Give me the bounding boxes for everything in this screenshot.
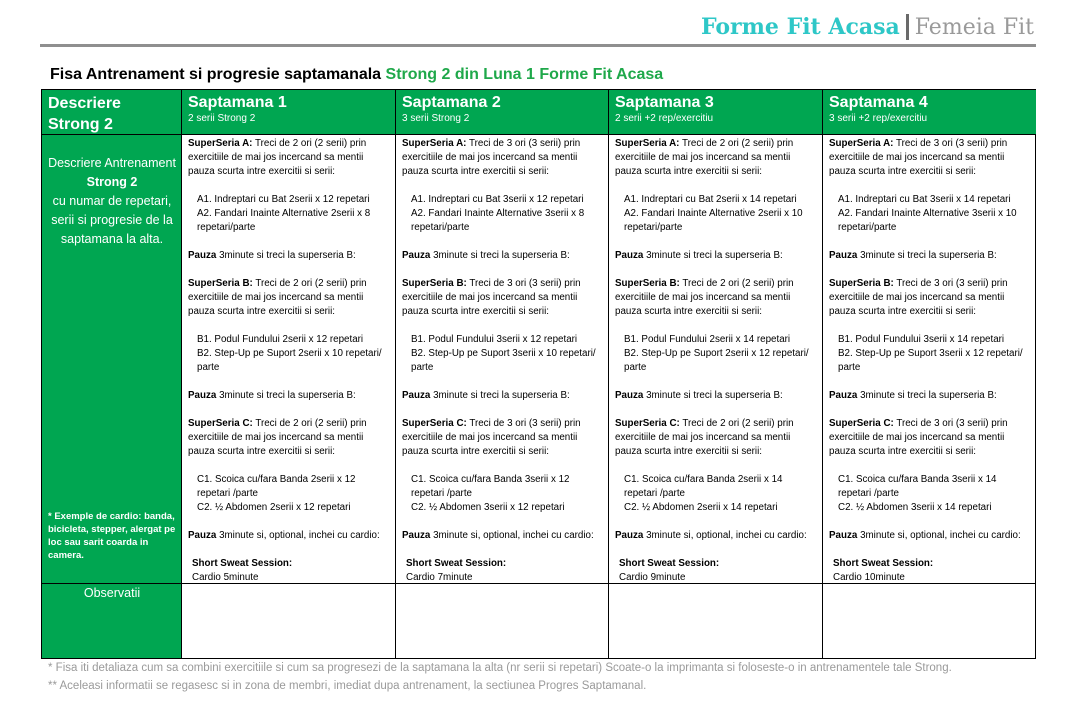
exercise-group-b [188, 333, 391, 375]
exercise-b1: B1. Podul Fundului 2serii x 12 repetari [197, 334, 364, 345]
title-highlight: Strong 2 din Luna 1 Forme Fit Acasa [385, 66, 664, 83]
pause-label: Pauza [402, 530, 431, 541]
sweat-session [402, 557, 604, 583]
pause-b [188, 389, 391, 403]
week-header [182, 90, 395, 135]
exercise-c1: C1. Scoica cu/fara Banda 2serii x 12 repetari /parte [197, 474, 356, 499]
sweat-session [188, 557, 391, 583]
footnote-2: ** Aceleasi informatii se regasesc si in zona de membri, imediat dupa antrenament, la sectiunea Progres Saptamanal. [48, 680, 647, 692]
exercise-a2: A2. Fandari Inainte Alternative 2serii x 8 repetari/parte [197, 208, 371, 233]
exercise-a1: A1. Indreptari cu Bat 3serii x 14 repetari [838, 194, 1011, 205]
exercise-a1: A1. Indreptari cu Bat 3serii x 12 repetari [411, 194, 584, 205]
pause-text: 3minute si treci la superseria B: [646, 390, 783, 401]
superseria-c-text: Treci de 2 ori (2 serii) prin exercitiile de mai jos incercand sa mentii pauza scurta intre exercitii si serii: [188, 418, 367, 457]
cardio-duration: Cardio 7minute [406, 572, 473, 583]
exercise-group-c [188, 473, 391, 515]
superseria-c-label: SuperSeria C: [829, 418, 894, 429]
workout-sheet [41, 89, 1036, 659]
exercise-c2: C2. ½ Abdomen 3serii x 14 repetari [838, 502, 992, 513]
week-header [609, 90, 822, 135]
superseria-b-text: Treci de 3 ori (3 serii) prin exercitiile de mai jos incercand sa mentii pauza scurta intre exercitii si serii: [402, 278, 581, 317]
cardio-duration: Cardio 10minute [833, 572, 905, 583]
sweat-session [829, 557, 1032, 583]
exercise-b1: B1. Podul Fundului 3serii x 14 repetari [838, 334, 1005, 345]
exercise-c2: C2. ½ Abdomen 3serii x 12 repetari [411, 502, 565, 513]
superseria-a-label: SuperSeria A: [829, 138, 894, 149]
observations-divider [609, 583, 822, 584]
sidebar-description [42, 154, 182, 249]
week-column-3 [609, 90, 823, 658]
superseria-b-label: SuperSeria B: [829, 278, 894, 289]
observations-label: Observatii [83, 586, 141, 600]
week-title: Saptamana 1 [188, 94, 287, 111]
exercise-b2: B2. Step-Up pe Suport 2serii x 12 repetari/ parte [624, 348, 809, 373]
superseria-c-label: SuperSeria C: [188, 418, 253, 429]
sidebar [42, 90, 182, 658]
title-main: Fisa Antrenament si progresie saptamanala [50, 66, 382, 83]
description-text: Descriere Antrenament [48, 156, 176, 170]
superseria-a-text: Treci de 3 ori (3 serii) prin exercitiile de mai jos incercand sa mentii pauza scurta intre exercitii si serii: [829, 138, 1008, 177]
superseria-a-label: SuperSeria A: [615, 138, 680, 149]
pause-a [188, 249, 391, 263]
superseria-c [188, 417, 391, 459]
pause-b [829, 389, 1032, 403]
week-subtitle: 3 serii Strong 2 [402, 113, 470, 124]
exercise-b1: B1. Podul Fundului 3serii x 12 repetari [411, 334, 578, 345]
pause-label: Pauza [829, 390, 858, 401]
pause-final [402, 529, 604, 543]
week-subtitle: 2 serii +2 rep/exercitiu [615, 113, 714, 124]
pause-final [188, 529, 391, 543]
pause-label: Pauza [829, 530, 858, 541]
superseria-a [829, 137, 1032, 179]
description-bold: Strong 2 [86, 175, 138, 189]
week-body [182, 135, 395, 583]
superseria-b [188, 277, 391, 319]
description-rest: cu numar de repetari, serii si progresie de la saptamana la alta. [51, 194, 173, 246]
superseria-a-text: Treci de 2 ori (2 serii) prin exercitiile de mai jos incercand sa mentii pauza scurta intre exercitii si serii: [615, 138, 794, 177]
week-subtitle: 3 serii +2 rep/exercitiu [829, 113, 928, 124]
week-column-4 [823, 90, 1036, 658]
superseria-c [615, 417, 818, 459]
pause-label: Pauza [615, 250, 644, 261]
sidebar-heading: Descriere Strong 2 [42, 90, 181, 135]
pause-text: 3minute si treci la superseria B: [860, 250, 997, 261]
exercise-a2: A2. Fandari Inainte Alternative 3serii x 10 repetari/parte [838, 208, 1017, 233]
exercise-group-b [402, 333, 604, 375]
week-title: Saptamana 4 [829, 94, 928, 111]
exercise-a1: A1. Indreptari cu Bat 2serii x 12 repetari [197, 194, 370, 205]
week-body [396, 135, 608, 583]
brand-primary: Forme Fit Acasa [701, 14, 909, 40]
exercise-group-a [188, 193, 391, 235]
pause-final-text: 3minute si, optional, inchei cu cardio: [860, 530, 1021, 541]
week-column-1 [182, 90, 396, 658]
exercise-group-a [402, 193, 604, 235]
superseria-b-label: SuperSeria B: [402, 278, 467, 289]
superseria-a [615, 137, 818, 179]
pause-label: Pauza [188, 390, 217, 401]
pause-text: 3minute si treci la superseria B: [433, 390, 570, 401]
superseria-b-label: SuperSeria B: [188, 278, 253, 289]
superseria-c-text: Treci de 3 ori (3 serii) prin exercitiile de mai jos incercand sa mentii pauza scurta intre exercitii si serii: [829, 418, 1008, 457]
week-title: Saptamana 2 [402, 94, 501, 111]
superseria-c [402, 417, 604, 459]
superseria-b [402, 277, 604, 319]
week-column-2 [396, 90, 609, 658]
superseria-c-text: Treci de 2 ori (2 serii) prin exercitiile de mai jos incercand sa mentii pauza scurta intre exercitii si serii: [615, 418, 794, 457]
superseria-a-text: Treci de 2 ori (2 serii) prin exercitiile de mai jos incercand sa mentii pauza scurta intre exercitii si serii: [188, 138, 367, 177]
sweat-label: Short Sweat Session: [833, 558, 934, 569]
pause-b [402, 389, 604, 403]
page-title [50, 66, 663, 84]
exercise-group-c [402, 473, 604, 515]
sweat-label: Short Sweat Session: [192, 558, 293, 569]
pause-final-text: 3minute si, optional, inchei cu cardio: [646, 530, 807, 541]
superseria-b [615, 277, 818, 319]
exercise-a2: A2. Fandari Inainte Alternative 3serii x 8 repetari/parte [411, 208, 585, 233]
exercise-b2: B2. Step-Up pe Suport 3serii x 12 repetari/ parte [838, 348, 1023, 373]
superseria-a-text: Treci de 3 ori (3 serii) prin exercitiile de mai jos incercand sa mentii pauza scurta intre exercitii si serii: [402, 138, 581, 177]
pause-text: 3minute si treci la superseria B: [860, 390, 997, 401]
observations-divider [42, 583, 182, 584]
pause-label: Pauza [615, 390, 644, 401]
superseria-a [402, 137, 604, 179]
cardio-duration: Cardio 5minute [192, 572, 259, 583]
pause-text: 3minute si treci la superseria B: [219, 390, 356, 401]
week-header [396, 90, 608, 135]
exercise-c1: C1. Scoica cu/fara Banda 3serii x 14 repetari /parte [838, 474, 997, 499]
week-header [823, 90, 1036, 135]
pause-b [615, 389, 818, 403]
pause-a [615, 249, 818, 263]
superseria-a-label: SuperSeria A: [188, 138, 253, 149]
pause-final [829, 529, 1032, 543]
pause-a [829, 249, 1032, 263]
pause-text: 3minute si treci la superseria B: [646, 250, 783, 261]
header-divider [40, 44, 1036, 47]
exercise-b2: B2. Step-Up pe Suport 3serii x 10 repetari/ parte [411, 348, 596, 373]
week-body [609, 135, 822, 583]
pause-label: Pauza [188, 250, 217, 261]
sweat-session [615, 557, 818, 583]
pause-label: Pauza [615, 530, 644, 541]
pause-label: Pauza [829, 250, 858, 261]
week-title: Saptamana 3 [615, 94, 714, 111]
superseria-b [829, 277, 1032, 319]
superseria-b-text: Treci de 2 ori (2 serii) prin exercitiile de mai jos incercand sa mentii pauza scurta intre exercitii si serii: [615, 278, 794, 317]
superseria-b-label: SuperSeria B: [615, 278, 680, 289]
cardio-duration: Cardio 9minute [619, 572, 686, 583]
superseria-c-label: SuperSeria C: [402, 418, 467, 429]
observations-divider [396, 583, 608, 584]
pause-label: Pauza [402, 250, 431, 261]
brand [701, 12, 1034, 42]
exercise-a1: A1. Indreptari cu Bat 2serii x 14 repetari [624, 194, 797, 205]
sweat-label: Short Sweat Session: [619, 558, 720, 569]
pause-label: Pauza [188, 530, 217, 541]
observations-divider [823, 583, 1036, 584]
exercise-a2: A2. Fandari Inainte Alternative 2serii x 10 repetari/parte [624, 208, 803, 233]
exercise-c2: C2. ½ Abdomen 2serii x 12 repetari [197, 502, 351, 513]
cardio-note: * Exemple de cardio: banda, bicicleta, stepper, alergat pe loc sau sarit coarda in camera. [48, 511, 176, 561]
exercise-group-c [615, 473, 818, 515]
exercise-group-b [829, 333, 1032, 375]
observations-divider [182, 583, 395, 584]
superseria-a [188, 137, 391, 179]
pause-final [615, 529, 818, 543]
week-subtitle: 2 serii Strong 2 [188, 113, 256, 124]
superseria-b-text: Treci de 2 ori (2 serii) prin exercitiile de mai jos incercand sa mentii pauza scurta intre exercitii si serii: [188, 278, 367, 317]
sweat-label: Short Sweat Session: [406, 558, 507, 569]
exercise-group-b [615, 333, 818, 375]
pause-a [402, 249, 604, 263]
pause-label: Pauza [402, 390, 431, 401]
superseria-b-text: Treci de 3 ori (3 serii) prin exercitiile de mai jos incercand sa mentii pauza scurta intre exercitii si serii: [829, 278, 1008, 317]
superseria-c-label: SuperSeria C: [615, 418, 680, 429]
exercise-b2: B2. Step-Up pe Suport 2serii x 10 repetari/ parte [197, 348, 382, 373]
superseria-a-label: SuperSeria A: [402, 138, 467, 149]
exercise-group-c [829, 473, 1032, 515]
exercise-c1: C1. Scoica cu/fara Banda 2serii x 14 repetari /parte [624, 474, 783, 499]
pause-final-text: 3minute si, optional, inchei cu cardio: [433, 530, 594, 541]
exercise-group-a [615, 193, 818, 235]
exercise-b1: B1. Podul Fundului 2serii x 14 repetari [624, 334, 791, 345]
pause-text: 3minute si treci la superseria B: [433, 250, 570, 261]
exercise-group-a [829, 193, 1032, 235]
exercise-c2: C2. ½ Abdomen 2serii x 14 repetari [624, 502, 778, 513]
footnote-1: * Fisa iti detaliaza cum sa combini exercitiile si cum sa progresezi de la saptamana la alta (nr serii si repetari) Scoate-o la imprimanta si foloseste-o in antrenamentele tale Strong. [48, 662, 952, 674]
pause-final-text: 3minute si, optional, inchei cu cardio: [219, 530, 380, 541]
exercise-c1: C1. Scoica cu/fara Banda 3serii x 12 repetari /parte [411, 474, 570, 499]
pause-text: 3minute si treci la superseria B: [219, 250, 356, 261]
brand-secondary: Femeia Fit [914, 14, 1034, 40]
week-body [823, 135, 1036, 583]
superseria-c-text: Treci de 3 ori (3 serii) prin exercitiile de mai jos incercand sa mentii pauza scurta intre exercitii si serii: [402, 418, 581, 457]
superseria-c [829, 417, 1032, 459]
